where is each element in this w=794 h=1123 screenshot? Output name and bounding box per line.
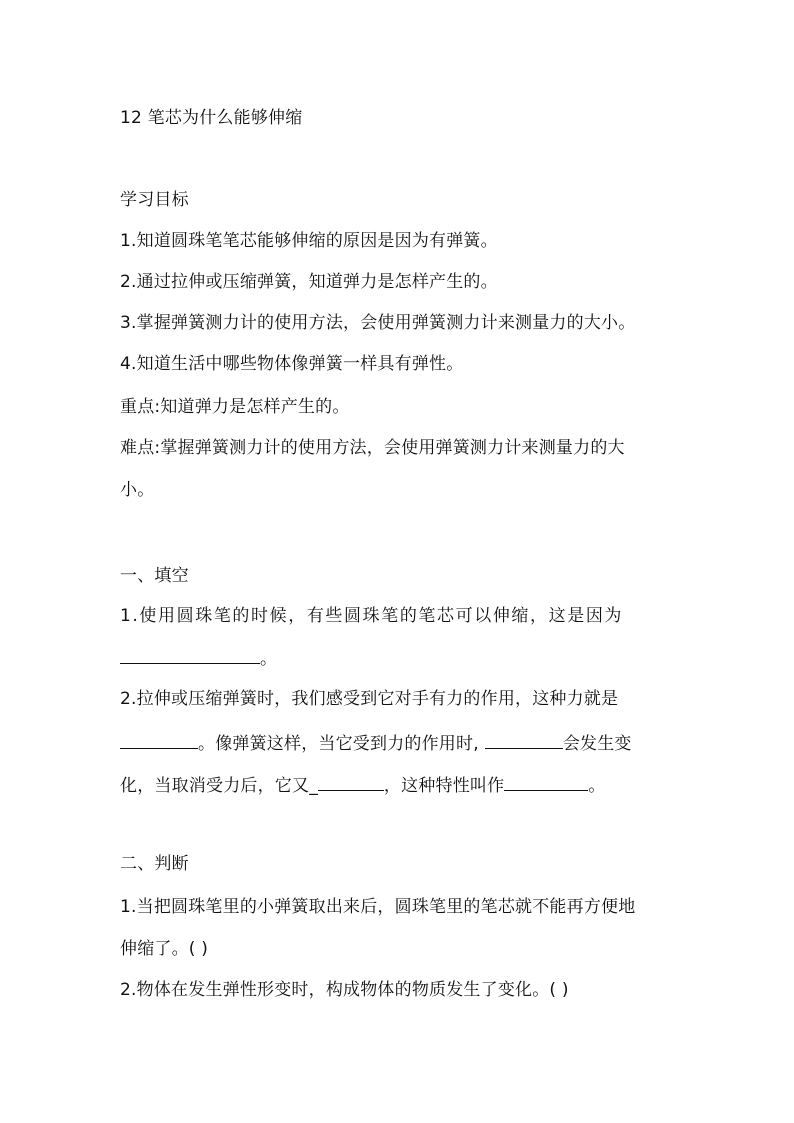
fill-q2-end-text: 会发生变 [562,734,632,754]
fill-q2-line3-start: 化，当取消受力后，它又_ [120,776,318,796]
judge-q2: 2.物体在发生弹性形变时，构成物体的物质发生了变化。( ) [120,980,569,1000]
fill-q1-answer-blank[interactable] [120,645,260,664]
fill-q2-answer-blank-2[interactable] [485,730,563,749]
section-judge-heading: 二、判断 [120,854,189,874]
fill-q2-line-3 [120,772,680,798]
section-fill-blank-heading: 一、填空 [120,566,189,586]
fill-q2-line-2 [120,730,680,756]
objective-item-1: 1.知道圆珠笔笔芯能够伸缩的原因是因为有弹簧。 [120,231,498,251]
fill-q2-answer-blank-1[interactable] [120,730,198,749]
key-point: 重点:知道弹力是怎样产生的。 [120,397,350,417]
difficult-point-line-2: 小。 [120,480,155,500]
objective-item-4: 4.知道生活中哪些物体像弹簧一样具有弹性。 [120,354,464,374]
difficult-point-line-1: 难点:掌握弹簧测力计的使用方法，会使用弹簧测力计来测量力的大 [120,438,625,458]
fill-q1-period: 。 [260,649,278,669]
objectives-heading: 学习目标 [120,190,189,210]
fill-q2-answer-blank-3[interactable] [318,772,384,791]
fill-q1-line-1: 1.使用圆珠笔的时候，有些圆珠笔的笔芯可以伸缩，这是因为 [120,606,624,626]
objective-item-2: 2.通过拉伸或压缩弹簧，知道弹力是怎样产生的。 [120,272,498,292]
judge-q1-line-2: 伸缩了。( ) [120,939,209,959]
judge-q1-line-1: 1.当把圆珠笔里的小弹簧取出来后，圆珠笔里的笔芯就不能再方便地 [120,897,636,917]
fill-q2-answer-blank-4[interactable] [504,772,588,791]
fill-q2-line3-mid: ，这种特性叫作 [383,776,505,796]
fill-q2-mid-text: 。像弹簧这样，当它受到力的作用时, [198,734,479,754]
fill-q2-line3-end: 。 [588,776,606,796]
objective-item-3: 3.掌握弹簧测力计的使用方法，会使用弹簧测力计来测量力的大小。 [120,313,636,333]
fill-q2-line-1: 2.拉伸或压缩弹簧时，我们感受到它对手有力的作用，这种力就是 [120,689,619,709]
fill-q1-line-2 [120,645,680,671]
lesson-title: 12 笔芯为什么能够伸缩 [120,108,303,128]
